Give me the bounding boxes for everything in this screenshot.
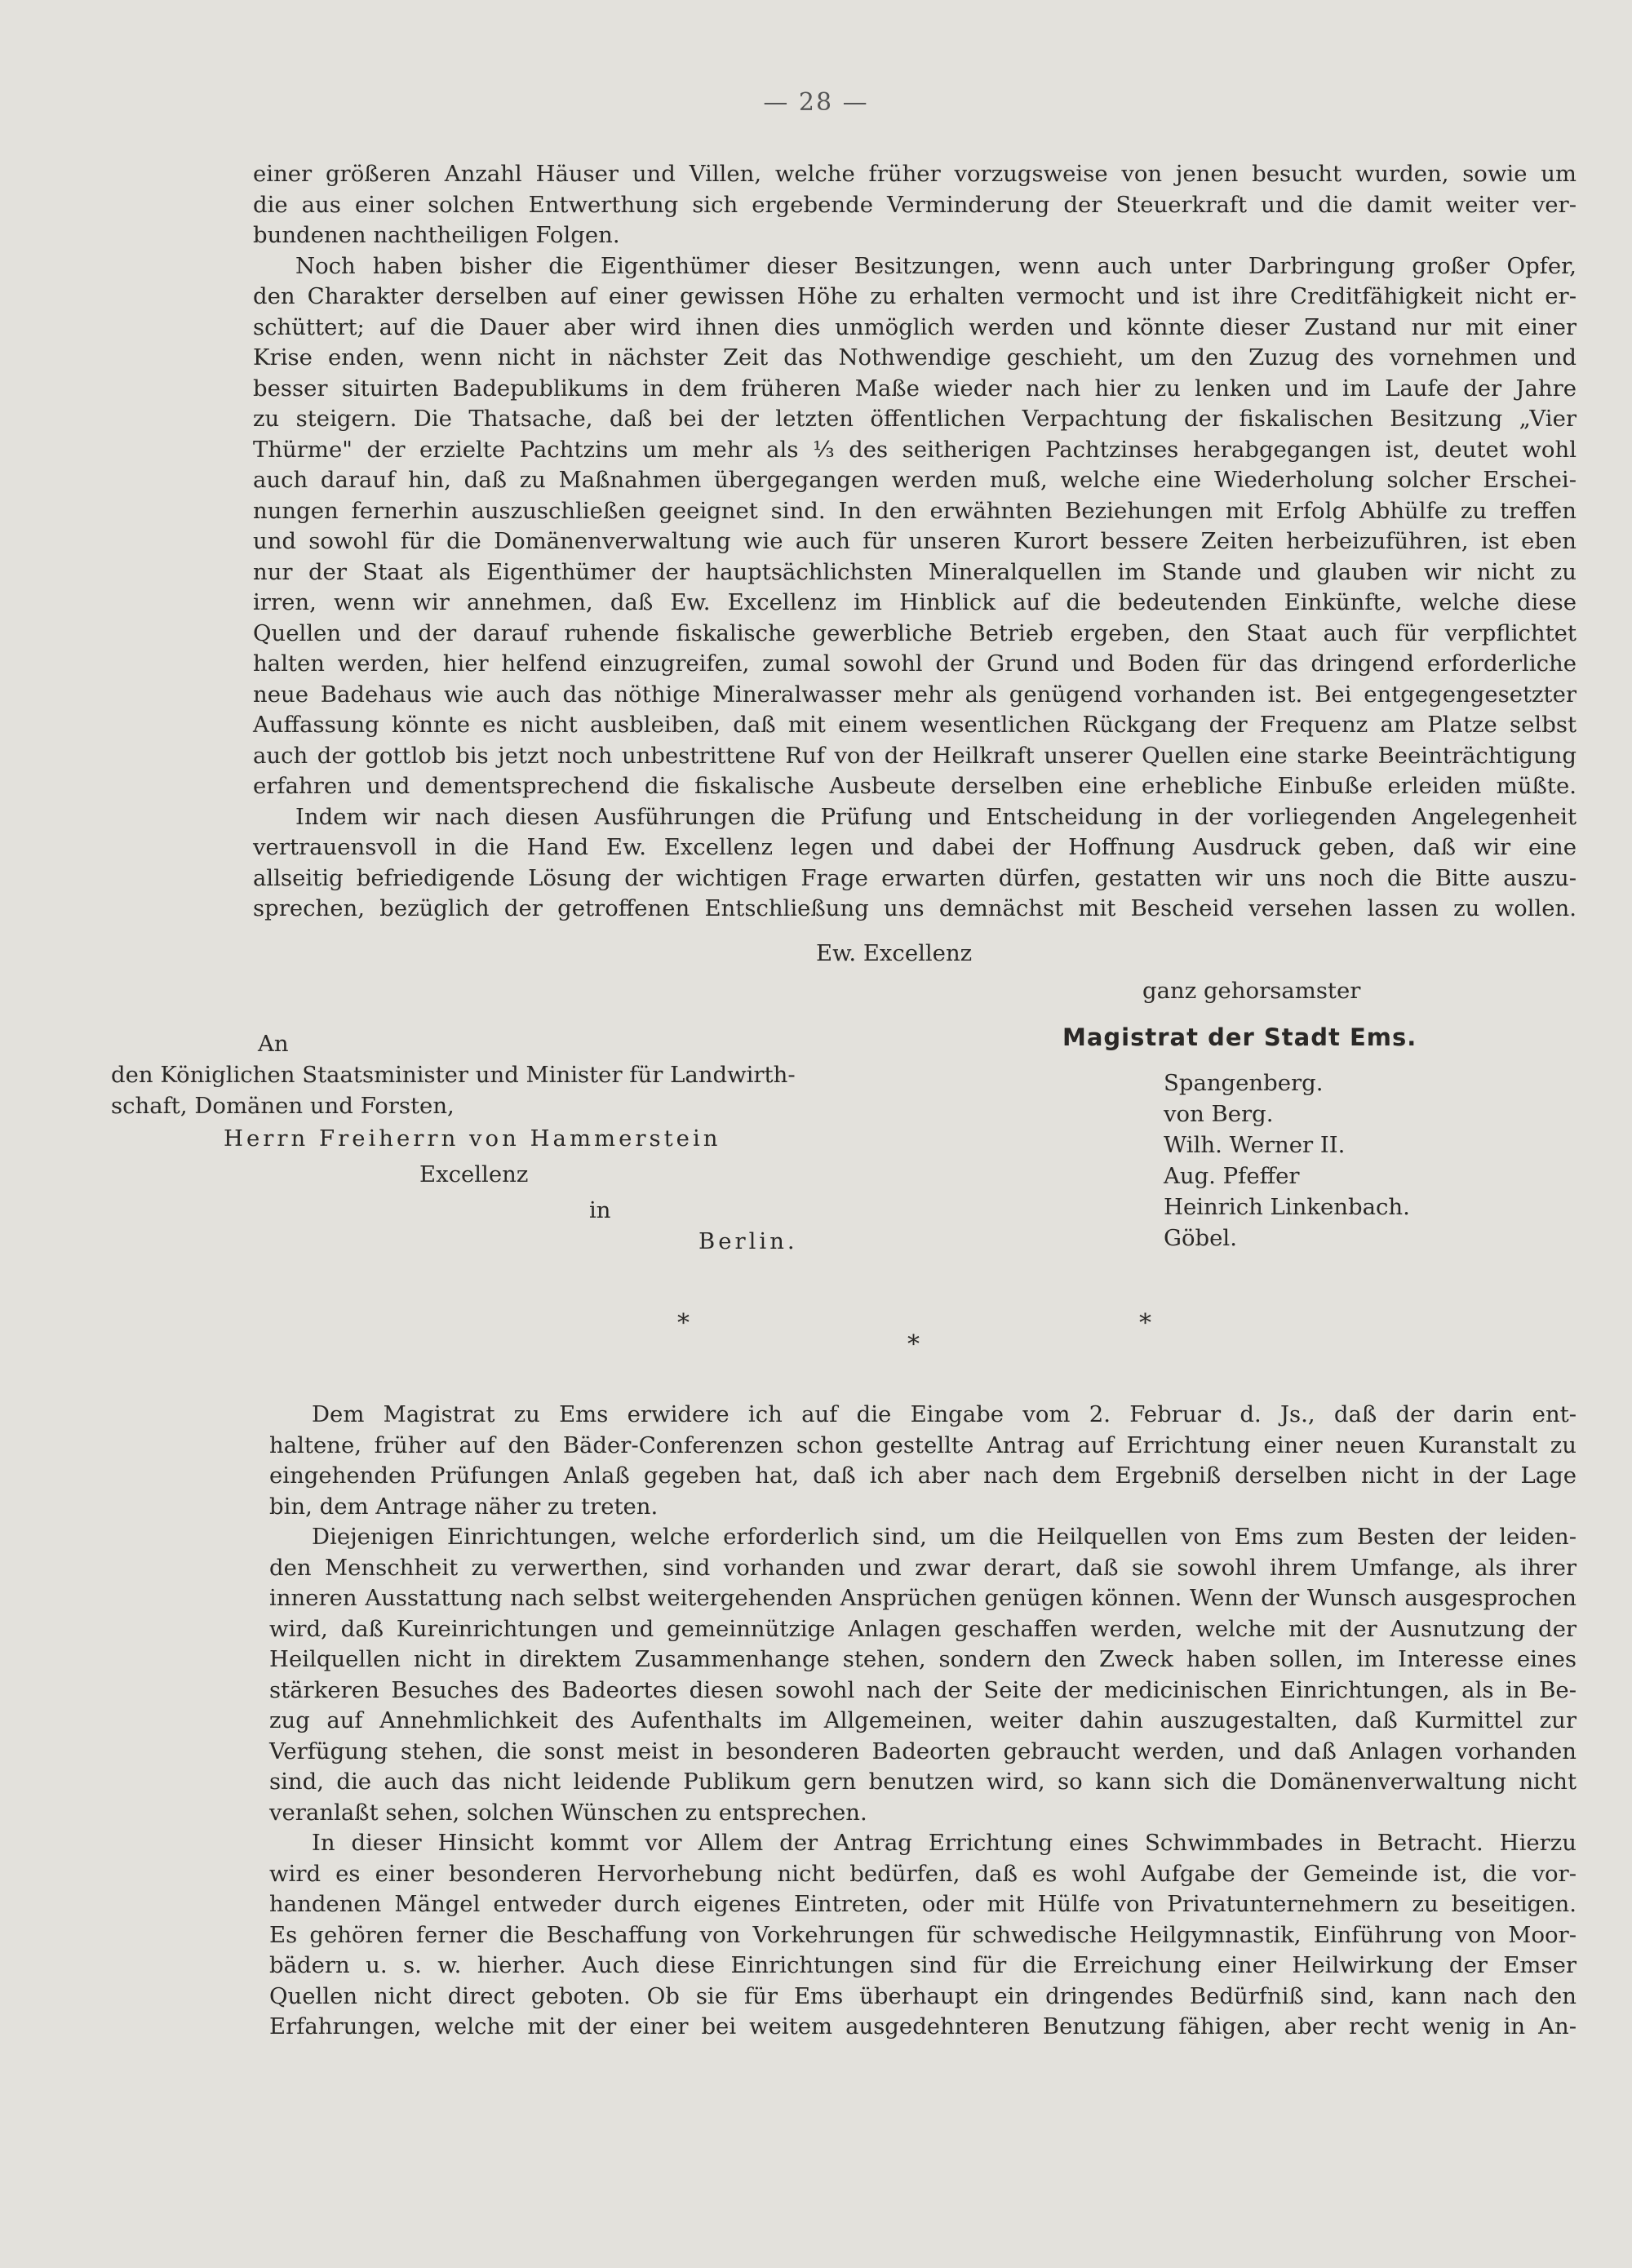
- text-line: besser situirten Badepublikums in dem früheren Maße wieder nach hier zu lenken und im Laufe der Jahre: [253, 375, 1577, 402]
- separator-star: *: [1139, 1309, 1151, 1338]
- separator-star: *: [907, 1330, 920, 1359]
- text-line: sprechen, bezüglich der getroffenen Entschließung uns demnächst mit Bescheid versehen lassen zu wollen.: [253, 895, 1577, 921]
- address-line: schaft, Domänen und Forsten,: [111, 1093, 455, 1119]
- signatory: Heinrich Linkenbach.: [1164, 1194, 1410, 1220]
- text-line: Noch haben bisher die Eigenthümer dieser Besitzungen, wenn auch unter Darbringung großer Opfer,: [295, 252, 1577, 279]
- text-line: Dem Magistrat zu Ems erwidere ich auf die Eingabe vom 2. Februar d. Js., daß der darin ent-: [312, 1401, 1577, 1427]
- address-line: Herrn Freiherrn von Hammerstein: [224, 1125, 721, 1152]
- text-line: Thürme" der erzielte Pachtzins um mehr als ⅓ des seitherigen Pachtzinses herabgegangen ist, deutet wohl: [253, 436, 1577, 463]
- text-line: Heilquellen nicht in direktem Zusammenhange stehen, sondern den Zweck haben sollen, im Interesse eines: [269, 1646, 1577, 1672]
- text-line: erfahren und dementsprechend die fiskalische Ausbeute derselben eine erhebliche Einbuße erleiden müßte.: [253, 773, 1577, 799]
- signatory: Spangenberg.: [1164, 1070, 1324, 1096]
- text-line: vertrauensvoll in die Hand Ew. Excellenz legen und dabei der Hoffnung Ausdruck geben, daß wir eine: [253, 834, 1577, 860]
- text-line: halten werden, hier helfend einzugreifen, zumal sowohl der Grund und Boden für das dringend erforderliche: [253, 650, 1577, 677]
- address-line: den Königlichen Staatsminister und Minister für Landwirth-: [111, 1062, 796, 1088]
- text-line: veranlaßt sehen, solchen Wünschen zu entsprechen.: [269, 1799, 867, 1826]
- text-line: bundenen nachtheiligen Folgen.: [253, 222, 620, 248]
- text-line: Verfügung stehen, die sonst meist in besonderen Badeorten gebraucht werden, und daß Anlagen vorhanden: [269, 1738, 1577, 1764]
- text-line: einer größeren Anzahl Häuser und Villen, welche früher vorzugsweise von jenen besucht wurden, sowie um: [253, 161, 1577, 187]
- text-line: wird es einer besonderen Hervorhebung nicht bedürfen, daß es wohl Aufgabe der Gemeinde ist, die vor-: [269, 1860, 1577, 1887]
- text-line: allseitig befriedigende Lösung der wichtigen Frage erwarten dürfen, gestatten wir uns noch die Bitte auszu-: [253, 864, 1577, 891]
- signatory: von Berg.: [1164, 1101, 1274, 1127]
- text-line: Auffassung könnte es nicht ausbleiben, daß mit einem wesentlichen Rückgang der Frequenz am Platze selbst: [253, 712, 1577, 738]
- signatories: [1164, 1067, 1410, 1254]
- text-line: die aus einer solchen Entwerthung sich ergebende Verminderung der Steuerkraft und die damit weiter ver-: [253, 191, 1577, 218]
- address-line: in: [589, 1197, 611, 1223]
- text-line: Indem wir nach diesen Ausführungen die Prüfung und Entscheidung in der vorliegenden Angelegenheit: [295, 803, 1577, 830]
- text-line: Quellen nicht direct geboten. Ob sie für Ems überhaupt ein dringendes Bedürfniß sind, kann nach den: [269, 1982, 1577, 2009]
- text-line: den Charakter derselben auf einer gewissen Höhe zu erhalten vermocht und ist ihre Creditfähigkeit nicht er-: [253, 283, 1577, 309]
- text-line: sind, die auch das nicht leidende Publikum gern benutzen wird, so kann sich die Domänenverwaltung nicht: [269, 1769, 1577, 1795]
- text-line: In dieser Hinsicht kommt vor Allem der Antrag Errichtung eines Schwimmbades in Betracht. Hierzu: [312, 1830, 1577, 1856]
- text-line: zug auf Annehmlichkeit des Aufenthalts im Allgemeinen, weiter dahin auszugestalten, daß Kurmittel zur: [269, 1707, 1577, 1733]
- text-line: irren, wenn wir annehmen, daß Ew. Excellenz im Hinblick auf die bedeutenden Einkünfte, welche diese: [253, 589, 1577, 615]
- address-to: An: [258, 1031, 289, 1057]
- text-line: bin, dem Antrage näher zu treten.: [269, 1493, 659, 1520]
- text-line: nur der Staat als Eigenthümer der hauptsächlichsten Mineralquellen im Stande und glauben wir nicht zu: [253, 558, 1577, 585]
- signatory: Göbel.: [1164, 1225, 1237, 1251]
- text-line: inneren Ausstattung nach selbst weitergehenden Ansprüchen genügen können. Wenn der Wunsch ausgesprochen: [269, 1585, 1577, 1611]
- page-number: — 28 —: [763, 88, 869, 117]
- text-line: und sowohl für die Domänenverwaltung wie auch für unseren Kurort bessere Zeiten herbeizuführen, ist eben: [253, 528, 1577, 554]
- separator-star: *: [677, 1309, 690, 1338]
- text-line: eingehenden Prüfungen Anlaß gegeben hat, daß ich aber nach dem Ergebniß derselben nicht in der Lage: [269, 1462, 1577, 1489]
- text-line: auch der gottlob bis jetzt noch unbestrittene Ruf von der Heilkraft unserer Quellen eine starke Beeinträchtigung: [253, 742, 1577, 769]
- text-line: neue Badehaus wie auch das nöthige Mineralwasser mehr als genügend vorhanden ist. Bei entgegengesetzter: [253, 681, 1577, 708]
- text-line: handenen Mängel entweder durch eigenes Eintreten, oder mit Hülfe von Privatunternehmern zu beseitigen.: [269, 1891, 1577, 1917]
- text-line: bädern u. s. w. hierher. Auch diese Einrichtungen sind für die Erreichung einer Heilwirkung der Emser: [269, 1952, 1577, 1978]
- text-line: schüttert; auf die Dauer aber wird ihnen dies unmöglich werden und könnte dieser Zustand nur mit einer: [253, 313, 1577, 340]
- closing-phrase: ganz gehorsamster: [1142, 978, 1361, 1004]
- text-line: Erfahrungen, welche mit der einer bei weitem ausgedehnteren Benutzung fähigen, aber recht wenig in An-: [269, 2013, 1577, 2039]
- address-line: Berlin.: [698, 1228, 798, 1254]
- text-line: zu steigern. Die Thatsache, daß bei der letzten öffentlichen Verpachtung der fiskalischen Besitzung „Vier: [253, 406, 1577, 432]
- text-line: wird, daß Kureinrichtungen und gemeinnützige Anlagen geschaffen werden, welche mit der Ausnutzung der: [269, 1615, 1577, 1642]
- signatory: Aug. Pfeffer: [1164, 1163, 1300, 1189]
- text-line: auch darauf hin, daß zu Maßnahmen übergegangen werden muß, welche eine Wiederholung solcher Erschei-: [253, 467, 1577, 493]
- sender-name: Magistrat der Stadt Ems.: [1062, 1023, 1417, 1051]
- text-line: nungen fernerhin auszuschließen geeignet sind. In den erwähnten Beziehungen mit Erfolg Abhülfe zu treffen: [253, 497, 1577, 524]
- text-line: haltene, früher auf den Bäder-Conferenzen schon gestellte Antrag auf Errichtung einer neuen Kuranstalt zu: [269, 1431, 1577, 1458]
- address-line: Excellenz: [419, 1161, 529, 1187]
- text-line: den Menschheit zu verwerthen, sind vorhanden und zwar derart, daß sie sowohl ihrem Umfange, als ihrer: [269, 1554, 1577, 1581]
- text-line: stärkeren Besuches des Badeortes diesen sowohl nach der Seite der medicinischen Einrichtungen, als in Be-: [269, 1676, 1577, 1703]
- salutation: Ew. Excellenz: [816, 940, 973, 966]
- reply-body: [269, 1400, 1577, 2043]
- text-line: Diejenigen Einrichtungen, welche erforderlich sind, um die Heilquellen von Ems zum Besten der leiden-: [312, 1524, 1577, 1550]
- signatory: Wilh. Werner II.: [1164, 1132, 1346, 1158]
- text-line: Krise enden, wenn nicht in nächster Zeit das Nothwendige geschieht, um den Zuzug des vornehmen und: [253, 344, 1577, 371]
- text-line: Es gehören ferner die Beschaffung von Vorkehrungen für schwedische Heilgymnastik, Einführung von Moor-: [269, 1921, 1577, 1948]
- letter-body: [253, 159, 1577, 925]
- text-line: Quellen und der darauf ruhende fiskalische gewerbliche Betrieb ergeben, den Staat auch für verpflichtet: [253, 619, 1577, 646]
